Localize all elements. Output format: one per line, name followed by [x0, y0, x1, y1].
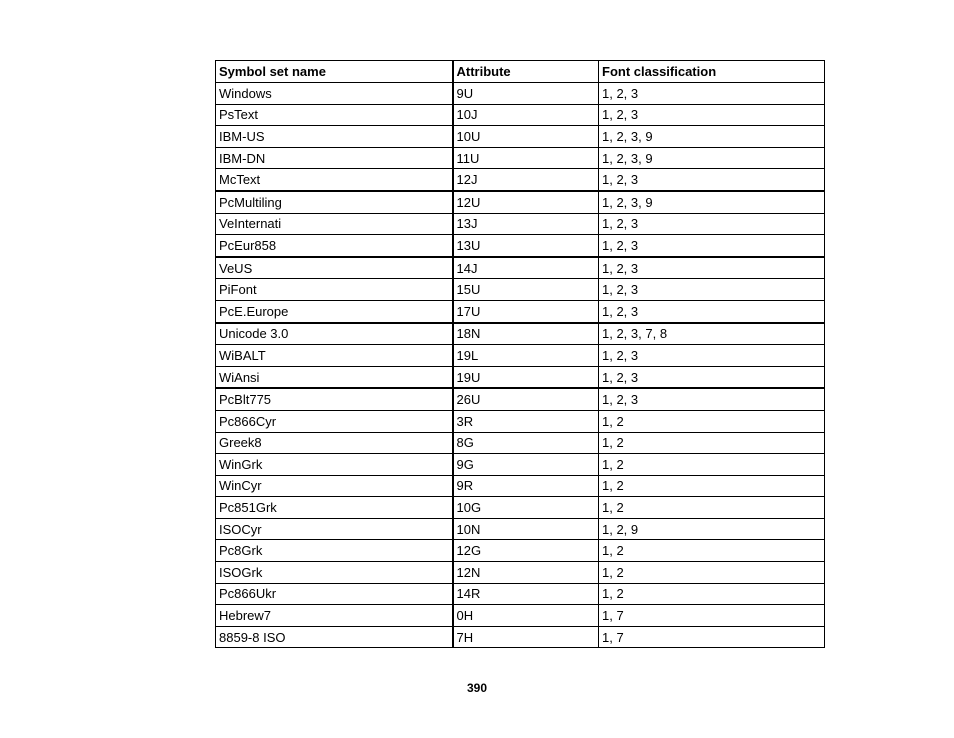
cell-symbol-set-name: Hebrew7 [216, 605, 453, 627]
header-attribute: Attribute [453, 61, 599, 83]
cell-font-classification: 1, 2, 3 [599, 235, 825, 257]
table-row [216, 562, 825, 584]
table-row [216, 257, 825, 279]
table-row [216, 345, 825, 367]
cell-font-classification: 1, 2, 3, 7, 8 [599, 323, 825, 345]
table-row [216, 583, 825, 605]
cell-font-classification: 1, 2 [599, 432, 825, 454]
cell-font-classification: 1, 2 [599, 410, 825, 432]
cell-font-classification: 1, 2, 3 [599, 104, 825, 126]
table-body [216, 83, 825, 648]
header-symbol-set-name: Symbol set name [216, 61, 453, 83]
cell-font-classification: 1, 2 [599, 454, 825, 476]
cell-font-classification: 1, 7 [599, 605, 825, 627]
cell-font-classification: 1, 2, 3, 9 [599, 191, 825, 213]
cell-symbol-set-name: Pc851Grk [216, 497, 453, 519]
table-row [216, 213, 825, 235]
cell-symbol-set-name: WiBALT [216, 345, 453, 367]
table-row [216, 410, 825, 432]
header-row [216, 61, 825, 83]
cell-attribute: 14R [453, 583, 599, 605]
table-row [216, 626, 825, 648]
cell-attribute: 10N [453, 518, 599, 540]
cell-attribute: 18N [453, 323, 599, 345]
table-row [216, 388, 825, 410]
table-header [216, 61, 825, 83]
cell-symbol-set-name: McText [216, 169, 453, 191]
cell-font-classification: 1, 2, 3 [599, 300, 825, 322]
cell-symbol-set-name: 8859-8 ISO [216, 626, 453, 648]
cell-attribute: 9R [453, 475, 599, 497]
cell-attribute: 11U [453, 147, 599, 169]
table-row [216, 83, 825, 105]
symbol-set-table [215, 60, 825, 648]
cell-attribute: 14J [453, 257, 599, 279]
cell-attribute: 12U [453, 191, 599, 213]
table-row [216, 540, 825, 562]
cell-font-classification: 1, 2, 9 [599, 518, 825, 540]
cell-symbol-set-name: ISOCyr [216, 518, 453, 540]
cell-attribute: 7H [453, 626, 599, 648]
cell-font-classification: 1, 2, 3 [599, 279, 825, 301]
table-row [216, 518, 825, 540]
cell-attribute: 9G [453, 454, 599, 476]
cell-attribute: 19L [453, 345, 599, 367]
table-row [216, 497, 825, 519]
cell-font-classification: 1, 2, 3 [599, 388, 825, 410]
cell-font-classification: 1, 2 [599, 475, 825, 497]
table-row [216, 169, 825, 191]
cell-font-classification: 1, 2, 3 [599, 83, 825, 105]
cell-attribute: 12J [453, 169, 599, 191]
cell-attribute: 9U [453, 83, 599, 105]
cell-symbol-set-name: WinCyr [216, 475, 453, 497]
table-row [216, 104, 825, 126]
table-row [216, 454, 825, 476]
cell-font-classification: 1, 2 [599, 562, 825, 584]
table-row [216, 147, 825, 169]
cell-attribute: 0H [453, 605, 599, 627]
cell-symbol-set-name: VeInternati [216, 213, 453, 235]
cell-symbol-set-name: Greek8 [216, 432, 453, 454]
table-row [216, 279, 825, 301]
cell-symbol-set-name: Pc866Cyr [216, 410, 453, 432]
cell-symbol-set-name: IBM-DN [216, 147, 453, 169]
cell-attribute: 10U [453, 126, 599, 148]
cell-symbol-set-name: PcEur858 [216, 235, 453, 257]
cell-attribute: 3R [453, 410, 599, 432]
cell-symbol-set-name: VeUS [216, 257, 453, 279]
cell-font-classification: 1, 2 [599, 540, 825, 562]
header-font-classification: Font classification [599, 61, 825, 83]
cell-attribute: 13J [453, 213, 599, 235]
cell-symbol-set-name: PsText [216, 104, 453, 126]
cell-font-classification: 1, 2 [599, 583, 825, 605]
cell-font-classification: 1, 2, 3 [599, 213, 825, 235]
cell-attribute: 8G [453, 432, 599, 454]
table-row [216, 366, 825, 388]
cell-attribute: 13U [453, 235, 599, 257]
cell-symbol-set-name: Unicode 3.0 [216, 323, 453, 345]
cell-symbol-set-name: PcMultiling [216, 191, 453, 213]
cell-attribute: 26U [453, 388, 599, 410]
cell-symbol-set-name: PcE.Europe [216, 300, 453, 322]
cell-attribute: 12G [453, 540, 599, 562]
cell-font-classification: 1, 2, 3, 9 [599, 147, 825, 169]
table-row [216, 191, 825, 213]
cell-symbol-set-name: IBM-US [216, 126, 453, 148]
table-row [216, 432, 825, 454]
table-row [216, 475, 825, 497]
cell-attribute: 10J [453, 104, 599, 126]
cell-symbol-set-name: Pc866Ukr [216, 583, 453, 605]
cell-font-classification: 1, 7 [599, 626, 825, 648]
cell-attribute: 12N [453, 562, 599, 584]
cell-font-classification: 1, 2, 3 [599, 169, 825, 191]
table-row [216, 235, 825, 257]
cell-attribute: 15U [453, 279, 599, 301]
table-row [216, 323, 825, 345]
cell-font-classification: 1, 2, 3 [599, 366, 825, 388]
cell-symbol-set-name: Pc8Grk [216, 540, 453, 562]
page-number: 390 [466, 681, 488, 695]
cell-attribute: 17U [453, 300, 599, 322]
table-row [216, 300, 825, 322]
cell-attribute: 10G [453, 497, 599, 519]
cell-symbol-set-name: ISOGrk [216, 562, 453, 584]
cell-symbol-set-name: WiAnsi [216, 366, 453, 388]
cell-font-classification: 1, 2, 3 [599, 345, 825, 367]
cell-attribute: 19U [453, 366, 599, 388]
cell-font-classification: 1, 2, 3, 9 [599, 126, 825, 148]
cell-font-classification: 1, 2 [599, 497, 825, 519]
cell-symbol-set-name: WinGrk [216, 454, 453, 476]
table-row [216, 126, 825, 148]
cell-symbol-set-name: Windows [216, 83, 453, 105]
cell-symbol-set-name: PcBlt775 [216, 388, 453, 410]
cell-font-classification: 1, 2, 3 [599, 257, 825, 279]
table-row [216, 605, 825, 627]
cell-symbol-set-name: PiFont [216, 279, 453, 301]
